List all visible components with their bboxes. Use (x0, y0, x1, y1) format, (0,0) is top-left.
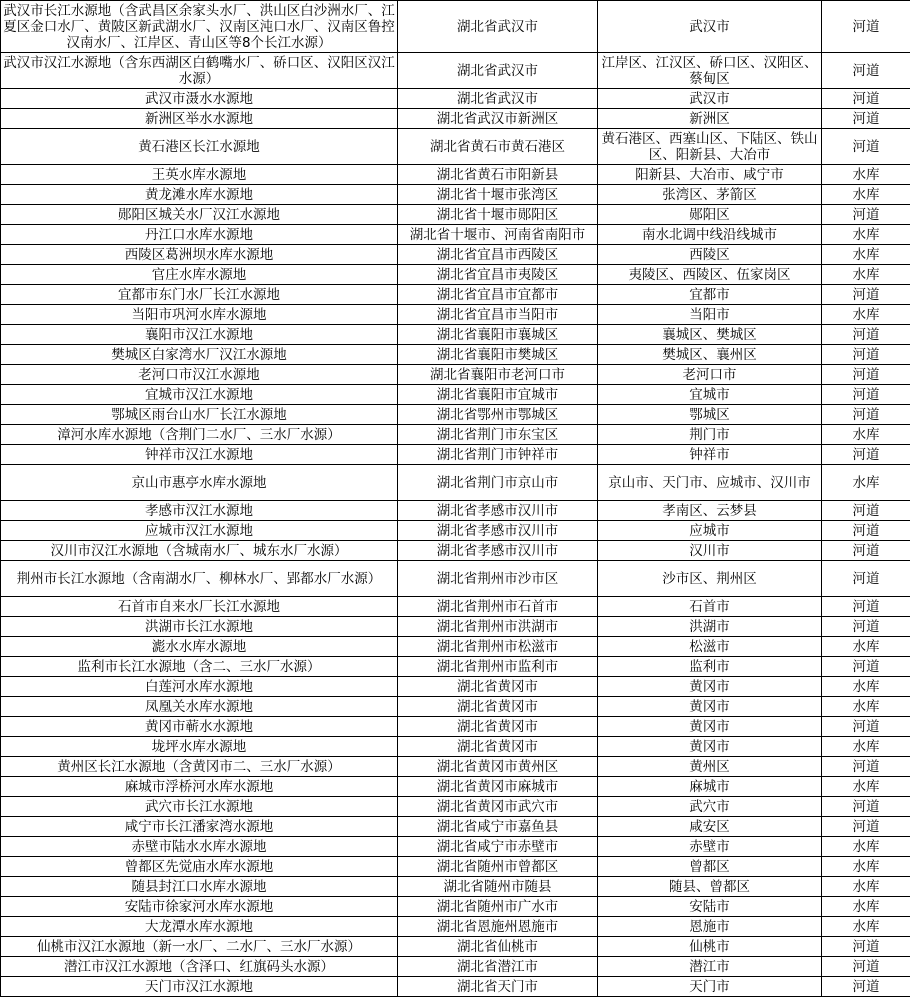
table-row (1, 305, 910, 325)
location-cell: 湖北省黄冈市 (398, 717, 598, 737)
location-cell: 湖北省黄冈市 (398, 697, 598, 717)
source-type-cell: 水库 (822, 245, 910, 265)
source-name-cell: 漳河水库水源地（含荆门二水厂、三水厂水源） (1, 425, 398, 445)
location-cell: 湖北省襄阳市樊城区 (398, 345, 598, 365)
source-name-cell: 黄州区长江水源地（含黄冈市二、三水厂水源） (1, 757, 398, 777)
location-cell: 湖北省咸宁市嘉鱼县 (398, 817, 598, 837)
source-type-cell: 河道 (822, 757, 910, 777)
source-type-cell: 河道 (822, 977, 910, 997)
service-area-cell: 郧阳区 (598, 205, 822, 225)
table-row (1, 817, 910, 837)
table-row (1, 205, 910, 225)
table-row (1, 501, 910, 521)
service-area-cell: 沙市区、荆州区 (598, 561, 822, 597)
location-cell: 湖北省十堰市郧阳区 (398, 205, 598, 225)
table-row (1, 657, 910, 677)
table-row (1, 837, 910, 857)
location-cell: 湖北省宜昌市宜都市 (398, 285, 598, 305)
source-type-cell: 河道 (822, 53, 910, 89)
location-cell: 湖北省孝感市汉川市 (398, 521, 598, 541)
location-cell: 湖北省黄石市阳新县 (398, 165, 598, 185)
location-cell: 湖北省黄冈市麻城市 (398, 777, 598, 797)
source-type-cell: 河道 (822, 561, 910, 597)
table-row (1, 717, 910, 737)
source-type-cell: 河道 (822, 657, 910, 677)
service-area-cell: 宜城市 (598, 385, 822, 405)
service-area-cell: 樊城区、襄州区 (598, 345, 822, 365)
location-cell: 湖北省武汉市 (398, 53, 598, 89)
table-row (1, 129, 910, 165)
location-cell: 湖北省随州市广水市 (398, 897, 598, 917)
source-type-cell: 水库 (822, 837, 910, 857)
location-cell: 湖北省荆门市京山市 (398, 465, 598, 501)
table-row (1, 225, 910, 245)
table-row (1, 541, 910, 561)
source-name-cell: 潜江市汉江水源地（含泽口、红旗码头水源） (1, 957, 398, 977)
source-name-cell: 天门市汉江水源地 (1, 977, 398, 997)
table-row (1, 917, 910, 937)
service-area-cell: 石首市 (598, 597, 822, 617)
source-name-cell: 垅坪水库水源地 (1, 737, 398, 757)
table-row (1, 597, 910, 617)
service-area-cell: 随县、曾都区 (598, 877, 822, 897)
source-type-cell: 水库 (822, 185, 910, 205)
source-type-cell: 水库 (822, 737, 910, 757)
source-type-cell: 河道 (822, 385, 910, 405)
service-area-cell: 曾都区 (598, 857, 822, 877)
table-row (1, 89, 910, 109)
source-name-cell: 凤凰关水库水源地 (1, 697, 398, 717)
service-area-cell: 仙桃市 (598, 937, 822, 957)
table-row (1, 957, 910, 977)
source-name-cell: 老河口市汉江水源地 (1, 365, 398, 385)
source-type-cell: 水库 (822, 225, 910, 245)
table-row (1, 677, 910, 697)
table-row (1, 185, 910, 205)
location-cell: 湖北省黄冈市 (398, 677, 598, 697)
source-type-cell: 水库 (822, 777, 910, 797)
location-cell: 湖北省咸宁市赤壁市 (398, 837, 598, 857)
service-area-cell: 黄州区 (598, 757, 822, 777)
source-name-cell: 京山市惠亭水库水源地 (1, 465, 398, 501)
service-area-cell: 黄冈市 (598, 697, 822, 717)
service-area-cell: 京山市、天门市、应城市、汉川市 (598, 465, 822, 501)
table-row (1, 637, 910, 657)
source-name-cell: 郧阳区城关水厂汉江水源地 (1, 205, 398, 225)
source-name-cell: 监利市长江水源地（含二、三水厂水源） (1, 657, 398, 677)
table-row (1, 445, 910, 465)
table-row (1, 425, 910, 445)
service-area-cell: 潜江市 (598, 957, 822, 977)
source-name-cell: 武汉市汉江水源地（含东西湖区白鹤嘴水厂、硚口区、汉阳区汉江水源） (1, 53, 398, 89)
service-area-cell: 老河口市 (598, 365, 822, 385)
source-name-cell: 洪湖市长江水源地 (1, 617, 398, 637)
source-name-cell: 当阳市巩河水库水源地 (1, 305, 398, 325)
location-cell: 湖北省襄阳市宜城市 (398, 385, 598, 405)
source-type-cell: 水库 (822, 677, 910, 697)
service-area-cell: 江岸区、江汉区、硚口区、汉阳区、蔡甸区 (598, 53, 822, 89)
service-area-cell: 黄冈市 (598, 737, 822, 757)
source-type-cell: 河道 (822, 617, 910, 637)
source-name-cell: 麻城市浮桥河水库水源地 (1, 777, 398, 797)
table-row (1, 877, 910, 897)
service-area-cell: 孝南区、云梦县 (598, 501, 822, 521)
table-row (1, 365, 910, 385)
source-name-cell: 曾都区先觉庙水库水源地 (1, 857, 398, 877)
source-type-cell: 水库 (822, 425, 910, 445)
source-type-cell: 水库 (822, 897, 910, 917)
source-type-cell: 河道 (822, 937, 910, 957)
service-area-cell: 洪湖市 (598, 617, 822, 637)
location-cell: 湖北省襄阳市老河口市 (398, 365, 598, 385)
location-cell: 湖北省武汉市新洲区 (398, 109, 598, 129)
source-name-cell: 应城市汉江水源地 (1, 521, 398, 541)
table-row (1, 1, 910, 53)
source-type-cell: 河道 (822, 365, 910, 385)
location-cell: 湖北省孝感市汉川市 (398, 501, 598, 521)
location-cell: 湖北省黄冈市武穴市 (398, 797, 598, 817)
location-cell: 湖北省宜昌市夷陵区 (398, 265, 598, 285)
service-area-cell: 安陆市 (598, 897, 822, 917)
source-name-cell: 汉川市汉江水源地（含城南水厂、城东水厂水源） (1, 541, 398, 561)
location-cell: 湖北省宜昌市西陵区 (398, 245, 598, 265)
table-body (1, 1, 910, 997)
source-type-cell: 河道 (822, 797, 910, 817)
source-type-cell: 河道 (822, 597, 910, 617)
source-type-cell: 河道 (822, 285, 910, 305)
location-cell: 湖北省随州市曾都区 (398, 857, 598, 877)
source-name-cell: 安陆市徐家河水库水源地 (1, 897, 398, 917)
source-name-cell: 荆州市长江水源地（含南湖水厂、柳林水厂、郢都水厂水源） (1, 561, 398, 597)
source-name-cell: 宜城市汉江水源地 (1, 385, 398, 405)
source-type-cell: 水库 (822, 637, 910, 657)
source-name-cell: 大龙潭水库水源地 (1, 917, 398, 937)
source-name-cell: 滮水水库水源地 (1, 637, 398, 657)
service-area-cell: 松滋市 (598, 637, 822, 657)
source-type-cell: 河道 (822, 445, 910, 465)
service-area-cell: 武汉市 (598, 89, 822, 109)
source-name-cell: 武汉市滠水水源地 (1, 89, 398, 109)
source-name-cell: 咸宁市长江潘家湾水源地 (1, 817, 398, 837)
service-area-cell: 宜都市 (598, 285, 822, 305)
location-cell: 湖北省黄石市黄石港区 (398, 129, 598, 165)
source-name-cell: 王英水库水源地 (1, 165, 398, 185)
source-name-cell: 仙桃市汉江水源地（新一水厂、二水厂、三水厂水源） (1, 937, 398, 957)
location-cell: 湖北省仙桃市 (398, 937, 598, 957)
service-area-cell: 荆门市 (598, 425, 822, 445)
table-row (1, 737, 910, 757)
table-row (1, 977, 910, 997)
location-cell: 湖北省恩施州恩施市 (398, 917, 598, 937)
location-cell: 湖北省孝感市汉川市 (398, 541, 598, 561)
table-row (1, 465, 910, 501)
source-type-cell: 河道 (822, 345, 910, 365)
source-name-cell: 孝感市汉江水源地 (1, 501, 398, 521)
table-row (1, 285, 910, 305)
source-type-cell: 水库 (822, 917, 910, 937)
source-type-cell: 河道 (822, 129, 910, 165)
table-row (1, 345, 910, 365)
source-type-cell: 河道 (822, 405, 910, 425)
service-area-cell: 新洲区 (598, 109, 822, 129)
source-type-cell: 河道 (822, 1, 910, 53)
source-name-cell: 西陵区葛洲坝水库水源地 (1, 245, 398, 265)
source-type-cell: 水库 (822, 265, 910, 285)
table-row (1, 521, 910, 541)
table-row (1, 385, 910, 405)
table-row (1, 797, 910, 817)
service-area-cell: 西陵区 (598, 245, 822, 265)
source-name-cell: 赤壁市陆水水库水源地 (1, 837, 398, 857)
source-type-cell: 河道 (822, 325, 910, 345)
source-name-cell: 樊城区白家湾水厂汉江水源地 (1, 345, 398, 365)
table-row (1, 897, 910, 917)
location-cell: 湖北省黄冈市 (398, 737, 598, 757)
location-cell: 湖北省荆州市监利市 (398, 657, 598, 677)
location-cell: 湖北省宜昌市当阳市 (398, 305, 598, 325)
service-area-cell: 钟祥市 (598, 445, 822, 465)
location-cell: 湖北省天门市 (398, 977, 598, 997)
table-row (1, 757, 910, 777)
table-row (1, 937, 910, 957)
location-cell: 湖北省荆门市钟祥市 (398, 445, 598, 465)
source-name-cell: 黄冈市蕲水水源地 (1, 717, 398, 737)
table-row (1, 405, 910, 425)
source-name-cell: 新洲区举水水源地 (1, 109, 398, 129)
location-cell: 湖北省十堰市张湾区 (398, 185, 598, 205)
table-row (1, 697, 910, 717)
service-area-cell: 咸安区 (598, 817, 822, 837)
source-type-cell: 河道 (822, 717, 910, 737)
source-type-cell: 河道 (822, 89, 910, 109)
service-area-cell: 南水北调中线沿线城市 (598, 225, 822, 245)
location-cell: 湖北省荆州市石首市 (398, 597, 598, 617)
source-name-cell: 官庄水库水源地 (1, 265, 398, 285)
location-cell: 湖北省荆州市沙市区 (398, 561, 598, 597)
table-row (1, 857, 910, 877)
service-area-cell: 鄂城区 (598, 405, 822, 425)
source-type-cell: 水库 (822, 165, 910, 185)
source-name-cell: 石首市自来水厂长江水源地 (1, 597, 398, 617)
table-row (1, 165, 910, 185)
location-cell: 湖北省潜江市 (398, 957, 598, 977)
location-cell: 湖北省荆州市松滋市 (398, 637, 598, 657)
source-name-cell: 武汉市长江水源地（含武昌区余家头水厂、洪山区白沙洲水厂、江夏区金口水厂、黄陂区新武湖水厂、汉南区沌口水厂、汉南区鲁控汉南水厂、江岸区、青山区等8个长江水源） (1, 1, 398, 53)
service-area-cell: 阳新县、大冶市、咸宁市 (598, 165, 822, 185)
table-row (1, 617, 910, 637)
source-name-cell: 钟祥市汉江水源地 (1, 445, 398, 465)
source-type-cell: 河道 (822, 205, 910, 225)
location-cell: 湖北省襄阳市襄城区 (398, 325, 598, 345)
source-name-cell: 丹江口水库水源地 (1, 225, 398, 245)
location-cell: 湖北省武汉市 (398, 1, 598, 53)
table-row (1, 265, 910, 285)
source-type-cell: 河道 (822, 541, 910, 561)
service-area-cell: 武穴市 (598, 797, 822, 817)
service-area-cell: 恩施市 (598, 917, 822, 937)
table-row (1, 777, 910, 797)
service-area-cell: 黄冈市 (598, 717, 822, 737)
source-name-cell: 鄂城区雨台山水厂长江水源地 (1, 405, 398, 425)
source-name-cell: 襄阳市汉江水源地 (1, 325, 398, 345)
table-row (1, 53, 910, 89)
source-type-cell: 河道 (822, 957, 910, 977)
service-area-cell: 应城市 (598, 521, 822, 541)
source-type-cell: 水库 (822, 697, 910, 717)
service-area-cell: 监利市 (598, 657, 822, 677)
service-area-cell: 张湾区、茅箭区 (598, 185, 822, 205)
service-area-cell: 天门市 (598, 977, 822, 997)
source-name-cell: 黄龙滩水库水源地 (1, 185, 398, 205)
service-area-cell: 汉川市 (598, 541, 822, 561)
source-type-cell: 河道 (822, 109, 910, 129)
source-type-cell: 水库 (822, 465, 910, 501)
location-cell: 湖北省十堰市、河南省南阳市 (398, 225, 598, 245)
source-name-cell: 黄石港区长江水源地 (1, 129, 398, 165)
source-name-cell: 宜都市东门水厂长江水源地 (1, 285, 398, 305)
location-cell: 湖北省黄冈市黄州区 (398, 757, 598, 777)
service-area-cell: 夷陵区、西陵区、伍家岗区 (598, 265, 822, 285)
location-cell: 湖北省随州市随县 (398, 877, 598, 897)
service-area-cell: 麻城市 (598, 777, 822, 797)
source-name-cell: 白莲河水库水源地 (1, 677, 398, 697)
service-area-cell: 武汉市 (598, 1, 822, 53)
table-row (1, 245, 910, 265)
location-cell: 湖北省荆门市东宝区 (398, 425, 598, 445)
source-type-cell: 水库 (822, 857, 910, 877)
source-name-cell: 随县封江口水库水源地 (1, 877, 398, 897)
source-type-cell: 水库 (822, 877, 910, 897)
service-area-cell: 襄城区、樊城区 (598, 325, 822, 345)
source-type-cell: 水库 (822, 305, 910, 325)
service-area-cell: 赤壁市 (598, 837, 822, 857)
table-row (1, 325, 910, 345)
service-area-cell: 黄冈市 (598, 677, 822, 697)
service-area-cell: 当阳市 (598, 305, 822, 325)
location-cell: 湖北省鄂州市鄂城区 (398, 405, 598, 425)
table-row (1, 561, 910, 597)
service-area-cell: 黄石港区、西塞山区、下陆区、铁山区、阳新县、大冶市 (598, 129, 822, 165)
location-cell: 湖北省武汉市 (398, 89, 598, 109)
location-cell: 湖北省荆州市洪湖市 (398, 617, 598, 637)
source-name-cell: 武穴市长江水源地 (1, 797, 398, 817)
source-type-cell: 河道 (822, 817, 910, 837)
table-row (1, 109, 910, 129)
source-type-cell: 河道 (822, 521, 910, 541)
source-type-cell: 河道 (822, 501, 910, 521)
